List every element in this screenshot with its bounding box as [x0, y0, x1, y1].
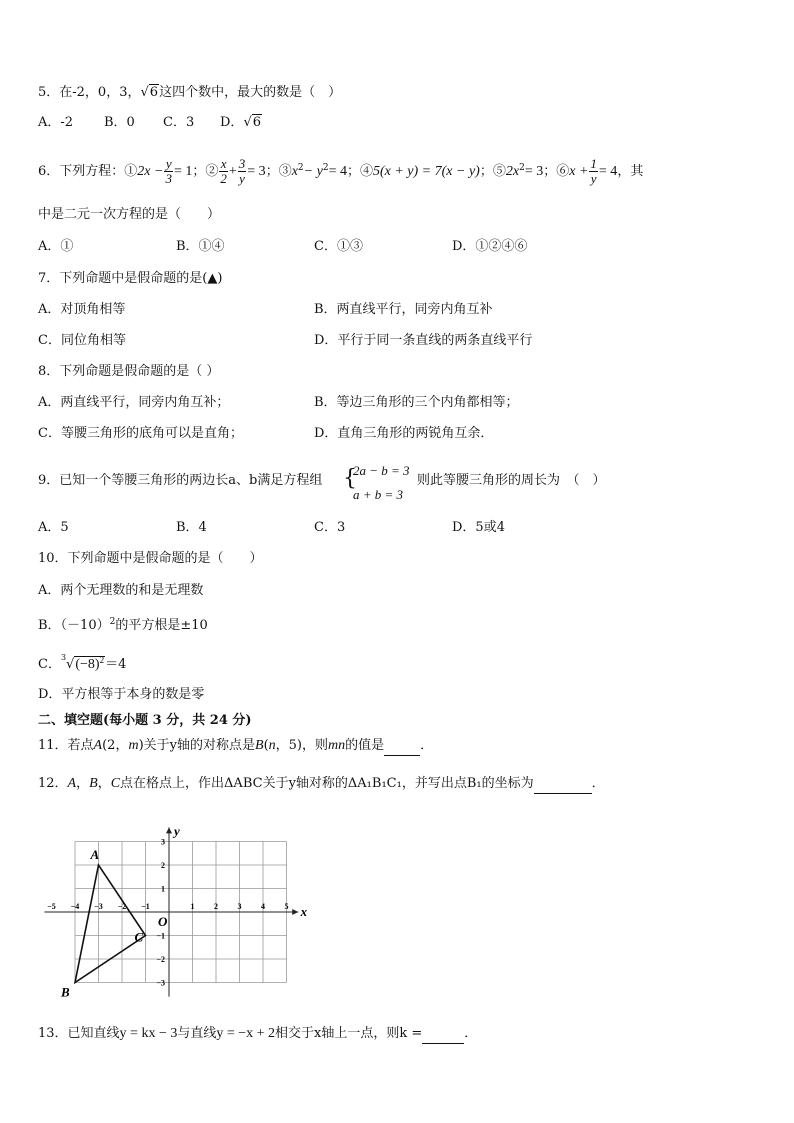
q5-option-b: B．0 [104, 115, 135, 130]
answer-blank [384, 737, 420, 756]
q10-stem: 10．下列命题中是假命题的是（ ） [38, 551, 263, 566]
triangle-outline [75, 865, 146, 983]
q13-stem: 13．已知直线y = kx − 3与直线y = −x + 2相交于x轴上一点，则k = ． [38, 1025, 477, 1044]
x-tick-label: −3 [94, 902, 103, 911]
q10-option-a: A．两个无理数的和是无理数 [38, 583, 204, 598]
q12-stem: 12．A，B，C点在格点上，作出ΔABC关于y轴对称的ΔA₁B₁C₁，并写出点B₁的坐标为 ． [38, 775, 605, 794]
q9-system: 2a − b = 3 a + b = 3 [353, 463, 410, 502]
q8-option-a: A．两直线平行，同旁内角互补； [38, 395, 230, 410]
triangle-abc [60, 847, 146, 1000]
q8-option-d: D．直角三角形的两锐角互余． [314, 426, 494, 441]
q6-stem: 6．下列方程：①2x − $\frac{y}{3}$ = 1；② $\frac{x}{2}$ + $\frac{3}{y}$ = 3；$③x^2- y^2= 4$；④5(x + y) = 7(x − y)；$⑤2x^2= 3$；⑥x + $\frac{1}{y}$ = 4，其 [38, 156, 644, 186]
x-tick-label: −2 [117, 902, 127, 911]
origin-label: O [158, 914, 168, 929]
axes [44, 823, 307, 996]
q11-stem: 11．若点A(2，m)关于y轴的对称点是B(n，5)，则mn的值是 ． [38, 737, 433, 756]
q9-option-d: D．5或4 [452, 520, 505, 535]
q9-stem: 9．已知一个等腰三角形的两边长a、b满足方程组 [38, 473, 323, 488]
x-tick-label: 3 [237, 902, 242, 911]
y-tick-label: 3 [161, 837, 165, 847]
q9-brace: { [343, 466, 357, 491]
q5-option-d: D．√6 [220, 115, 262, 130]
y-tick-label: −3 [156, 978, 165, 988]
x-axis-arrow [292, 909, 298, 915]
q6-option-d: D．①②④⑥ [452, 239, 528, 254]
q6-stem-line2: 中是二元一次方程的是（ ） [38, 207, 221, 222]
answer-blank [534, 775, 592, 794]
q10-option-b: B．$(-10)^2$的平方根是±10 [38, 617, 208, 633]
coordinate-grid-figure [44, 812, 314, 1002]
x-tick-label: −4 [70, 902, 80, 911]
q5-stem: 5．在-2，0，3，√6这四个数中，最大的数是（ ） [38, 85, 342, 100]
q7-stem: 7．下列命题中是假命题的是(▲) [38, 271, 223, 286]
x-tick-label: 2 [214, 902, 218, 911]
vertex-label-a: A [90, 847, 100, 862]
q5-option-c: C．3 [163, 115, 195, 130]
vertex-label-b: B [61, 984, 70, 1000]
q10-option-d: D．平方根等于本身的数是零 [38, 687, 205, 702]
q9-option-a: A．5 [38, 520, 69, 535]
q8-option-b: B．等边三角形的三个内角都相等； [314, 395, 519, 410]
y-tick-label: −2 [156, 955, 165, 964]
x-axis-label: x [300, 904, 308, 919]
y-tick-label: −1 [156, 931, 165, 941]
q10-option-c: C．$^3√(-8)^2=4$ [38, 653, 127, 672]
q9-option-b: B．4 [176, 520, 207, 535]
q6-option-c: C．①③ [314, 239, 363, 254]
q8-stem: 8．下列命题是假命题的是（ ） [38, 364, 220, 379]
q7-option-b: B．两直线平行，同旁内角互补 [314, 302, 493, 317]
q7-option-d: D．平行于同一条直线的两条直线平行 [314, 333, 533, 348]
q6-option-b: B．①④ [176, 239, 225, 254]
q9-stem-tail: 则此等腰三角形的周长为 （ ） [417, 473, 606, 488]
answer-blank [422, 1025, 464, 1044]
sqrt-symbol: √6 [140, 85, 159, 100]
q5-option-a: A．-2 [38, 115, 74, 130]
x-tick-label: 5 [284, 902, 289, 911]
x-tick-label: −5 [47, 902, 56, 911]
x-tick-label: −1 [141, 902, 150, 911]
y-tick-label: 2 [161, 861, 165, 870]
q8-option-c: C．等腰三角形的底角可以是直角； [38, 426, 243, 441]
x-tick-label: 4 [261, 902, 265, 911]
section-title: 二、填空题(每小题 3 分，共 24 分) [38, 713, 252, 728]
q7-option-a: A．对顶角相等 [38, 302, 126, 317]
q6-option-a: A．① [38, 239, 74, 254]
q9-option-c: C．3 [314, 520, 346, 535]
q7-option-c: C．同位角相等 [38, 333, 126, 348]
x-tick-label: 1 [190, 902, 195, 911]
vertex-label-c: C [134, 929, 144, 945]
y-axis-arrow [166, 827, 172, 833]
y-axis-label: y [174, 823, 180, 839]
y-tick-label: 1 [161, 884, 165, 894]
